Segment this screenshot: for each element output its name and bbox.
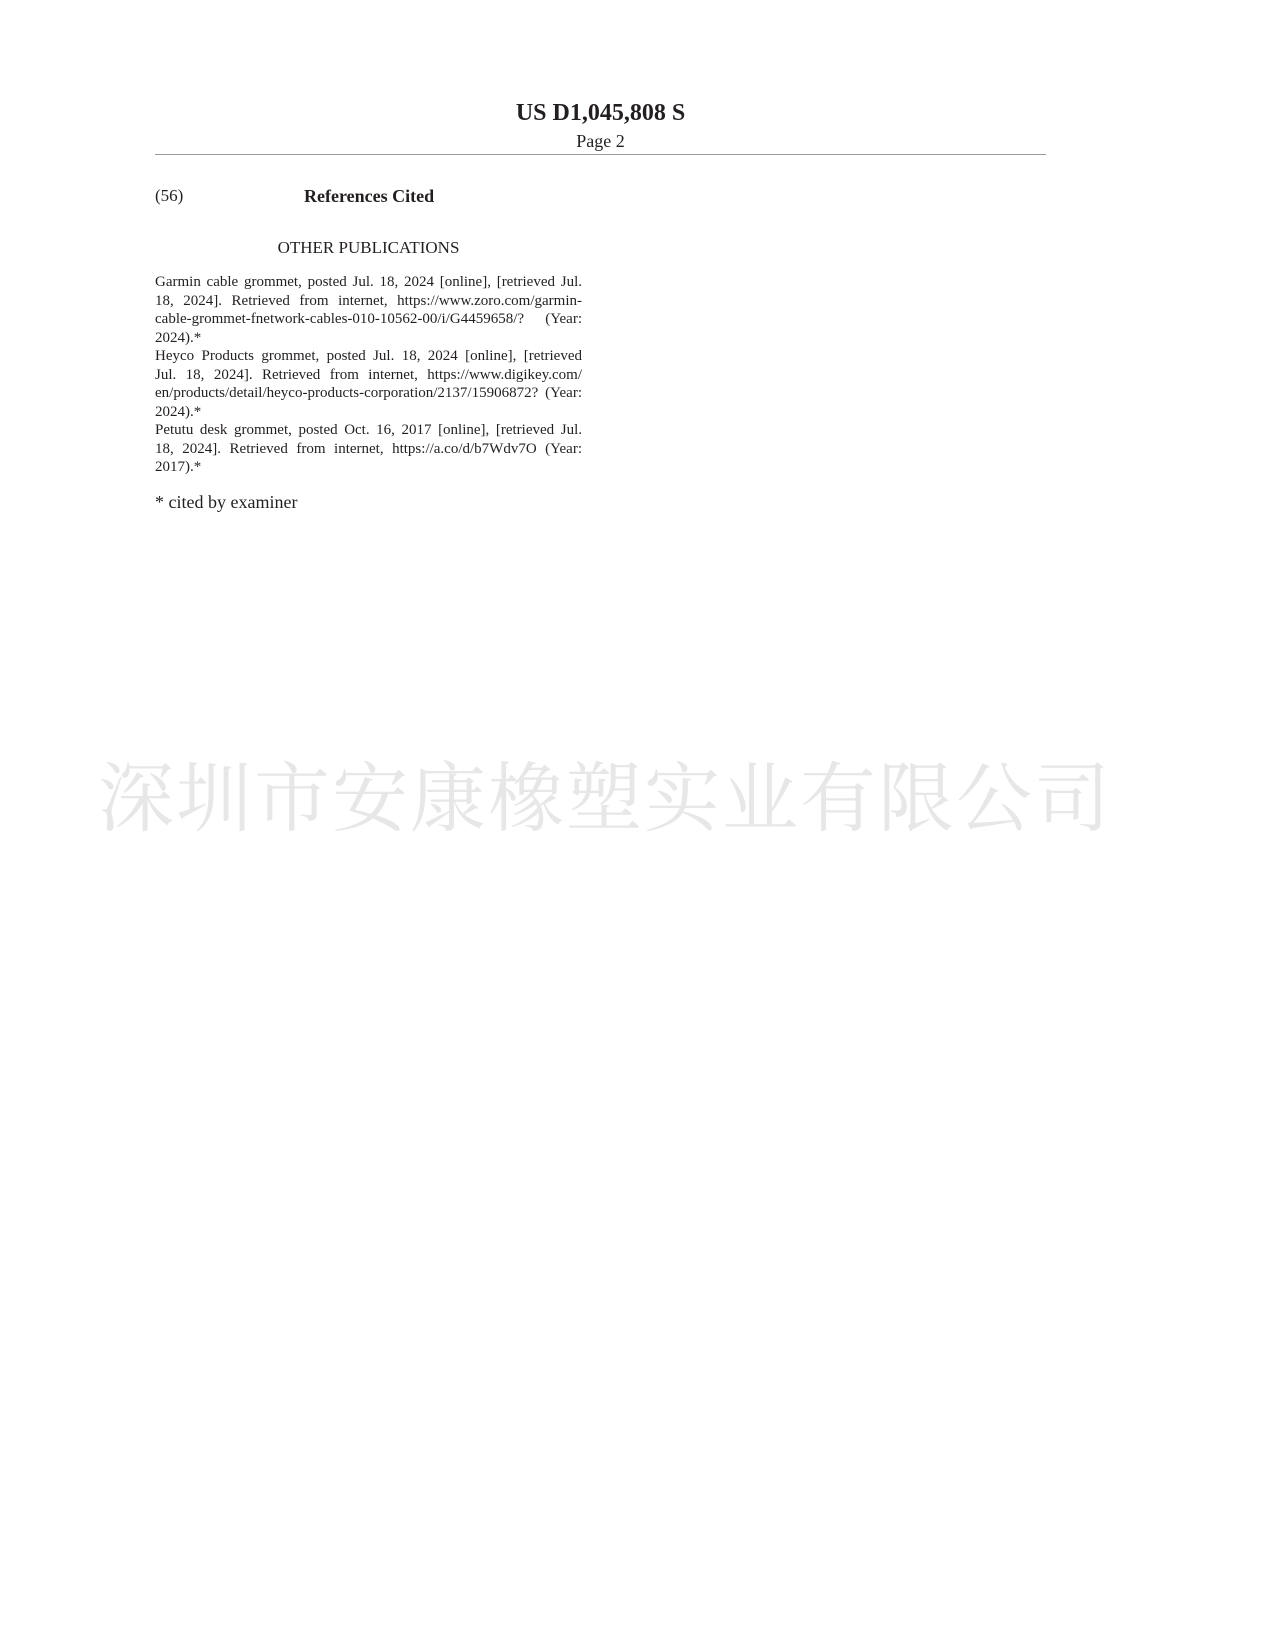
reference-item [155, 273, 582, 347]
reference-line: cable-grommet-fnetwork-cables-010-10562-00/i/G4459658/? (Year: [155, 311, 582, 327]
reference-line: Jul. 18, 2024]. Retrieved from internet, https://www.digikey.com/ [155, 366, 582, 383]
header-divider [155, 154, 1046, 155]
reference-list [155, 273, 582, 477]
reference-line: Heyco Products grommet, posted Jul. 18, 2024 [online], [retrieved [155, 348, 582, 364]
reference-item [155, 421, 582, 477]
section-subtitle: OTHER PUBLICATIONS [277, 238, 460, 257]
section-number: (56) [155, 186, 184, 205]
watermark: 深圳市安康橡塑实业有限公司 [98, 754, 1112, 843]
reference-line: Garmin cable grommet, posted Jul. 18, 2024 [online], [retrieved Jul. [155, 274, 582, 290]
reference-item [155, 347, 582, 421]
section-title: References Cited [304, 186, 435, 206]
reference-line: 18, 2024]. Retrieved from internet, https://www.zoro.com/garmin- [155, 292, 582, 309]
reference-line: 2017).* [155, 459, 202, 475]
examiner-footnote: * cited by examiner [155, 492, 298, 512]
patent-number: US D1,045,808 S [515, 100, 686, 126]
reference-line: en/products/detail/heyco-products-corporation/2137/15906872? (Year: [155, 385, 582, 401]
reference-line: 18, 2024]. Retrieved from internet, https://a.co/d/b7Wdv7O (Year: [155, 440, 582, 457]
reference-line: 2024).* [155, 329, 202, 346]
reference-line: 2024).* [155, 403, 202, 420]
page-label: Page 2 [576, 131, 625, 151]
reference-line: Petutu desk grommet, posted Oct. 16, 2017 [online], [retrieved Jul. [155, 422, 582, 438]
